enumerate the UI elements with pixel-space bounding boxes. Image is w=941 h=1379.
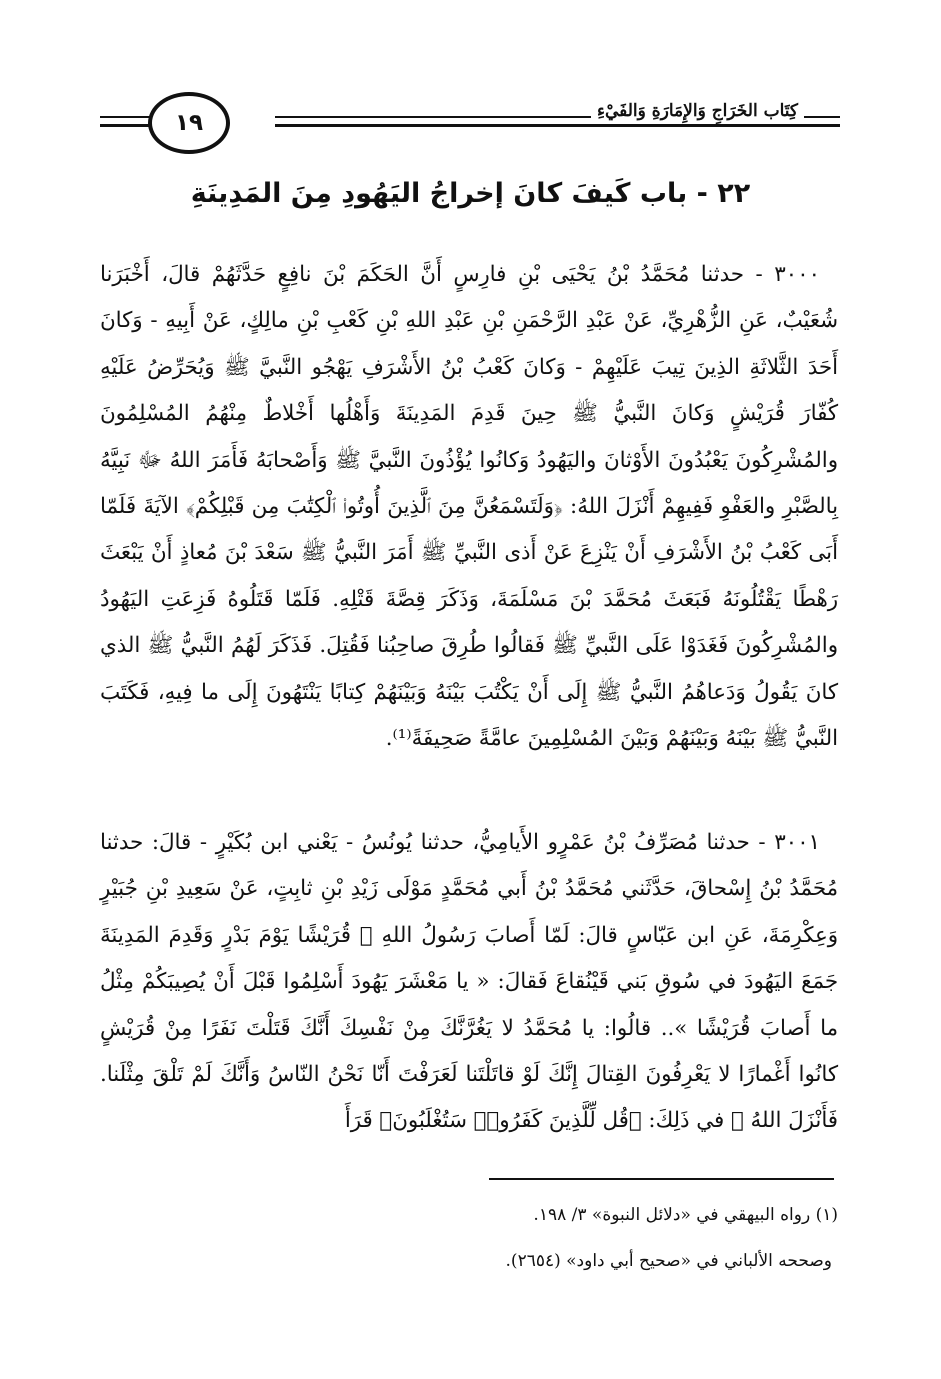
hadith-paragraph	[100, 820, 838, 1145]
footnote-item: وصححه الألباني في «صحيح أبي داود» (٢٦٥٤).	[505, 1251, 832, 1271]
page-header	[100, 92, 840, 152]
chapter-title: ٢٢ - باب كَيفَ كانَ إخراجُ اليَهُودِ مِنَ المَدِينَةِ	[190, 178, 751, 209]
running-header-title: كِتَاب الخَرَاجِ وَالإِمَارَةِ وَالفَيْءِ	[591, 101, 804, 121]
footnotes	[100, 1192, 838, 1284]
footnote-item: (١) رواه البيهقي في «دلائل النبوة» ٣/ ١٩٨.	[533, 1205, 838, 1225]
hadith-text: ٣٠٠٠ - حدثنا مُحَمَّدُ بْنُ يَحْيَى بْنِ فارِسٍ أَنَّ الحَكَمَ بْنَ نافِعٍ حَدَّثَهُمْ قالَ، أَخْبَرَنا شُعَيْبٌ، عَنِ الزُّهْرِيِّ، عَنْ عَبْدِ الرَّحْمَنِ بْنِ عَبْدِ اللهِ بْنِ كَعْبِ بْنِ مالِكٍ، عَنْ أَبِيهِ - وَكانَ أَحَدَ الثَّلاثَةِ الذِينَ تِيبَ عَلَيْهِمْ - وَكانَ كَعْبُ بْنُ الأَشْرَفِ يَهْجُو النَّبيَّ ﷺ وَيُحَرِّضُ عَلَيْهِ كُفّارَ قُرَيْشٍ وَكانَ النَّبيُّ ﷺ حِينَ قَدِمَ المَدِينَةَ وَأَهْلُها أَخْلاطٌ مِنْهُمُ المُسْلِمُونَ والمُشْرِكُونَ يَعْبُدُونَ الأَوْثانَ واليَهُودُ وَكانُوا يُؤْذُونَ النَّبيَّ ﷺ وَأَصْحابَهُ فَأَمَرَ اللهُ ﷻ نَبِيَّهُ بِالصَّبْرِ والعَفْوِ فَفِيهِمْ أَنْزَلَ اللهُ: ﴿وَلَتَسْمَعُنَّ مِنَ ٱلَّذِينَ أُوتُوا۟ ٱلْكِتَٰبَ مِن قَبْلِكُمْ﴾ الآيَةَ فَلَمّا أَبَى كَعْبُ بْنُ الأَشْرَفِ أَنْ يَنْزِعَ عَنْ أَذى النَّبيِّ ﷺ أَمَرَ النَّبيُّ ﷺ سَعْدَ بْنَ مُعاذٍ أَنْ يَبْعَثَ رَهْطًا يَقْتُلُونَهُ فَبَعَثَ مُحَمَّدَ بْنَ مَسْلَمَةَ، وَذَكَرَ قِصَّةَ قَتْلِهِ. فَلَمّا قَتَلُوهُ فَزِعَتِ اليَهُودُ والمُشْرِكُونَ فَغَدَوْا عَلَى النَّبيِّ ﷺ فَقالُوا طُرِقَ صاحِبُنا فَقُتِلَ. فَذَكَرَ لَهُمُ النَّبيُّ ﷺ الذي كانَ يَقُولُ وَدَعاهُمُ النَّبيُّ ﷺ إِلَى أَنْ يَكْتُبَ بَيْنَهُ وَبَيْنَهُمْ كِتابًا يَنْتَهُونَ إِلَى ما فِيهِ، فَكَتَبَ النَّبيُّ ﷺ بَيْنَهُ وَبَيْنَهُمْ وَبَيْنَ المُسْلِمِينَ عامَّةً صَحِيفَةً⁽¹⁾.	[100, 262, 838, 752]
footnote-separator	[489, 1178, 834, 1180]
hadith-text: ٣٠٠١ - حدثنا مُصَرِّفُ بْنُ عَمْرٍو الأَيامِيُّ، حدثنا يُونُسُ - يَعْني ابن بُكَيْرٍ - قالَ: حدثنا مُحَمَّدُ بْنُ إِسْحاقَ، حَدَّثَني مُحَمَّدُ بْنُ أَبي مُحَمَّدٍ مَوْلَى زَيْدِ بْنِ ثابِتٍ، عَنْ سَعِيدِ بْنِ جُبَيْرٍ وَعِكْرِمَةَ، عَنِ ابن عَبّاسٍ قالَ: لَمّا أَصابَ رَسُولُ اللهِ ﷺ قُرَيْشًا يَوْمَ بَدْرٍ وَقَدِمَ المَدِينَةَ جَمَعَ اليَهُودَ في سُوقِ بَني قَيْنُقاعَ فَقالَ: « يا مَعْشَرَ يَهُودَ أَسْلِمُوا قَبْلَ أَنْ يُصِيبَكُمْ مِثْلُ ما أَصابَ قُرَيْشًا ».. قالُوا: يا مُحَمَّدُ لا يَغُرَّنَّكَ مِنْ نَفْسِكَ أَنَّكَ قَتَلْتَ نَفَرًا مِنْ قُرَيْشٍ كانُوا أَغْمارًا لا يَعْرِفُونَ القِتالَ إِنَّكَ لَوْ قاتَلْتَنا لَعَرَفْتَ أَنّا نَحْنُ النّاسُ وَأَنَّكَ لَمْ تَلْقَ مِثْلَنا. فَأَنْزَلَ اللهُ ﷻ في ذَلِكَ: ﴿قُل لِّلَّذِينَ كَفَرُوا۟ سَتُغْلَبُونَ﴾ قَرَأَ	[100, 830, 838, 1134]
page-number: ١٩	[148, 92, 230, 154]
hadith-paragraph	[100, 252, 838, 762]
